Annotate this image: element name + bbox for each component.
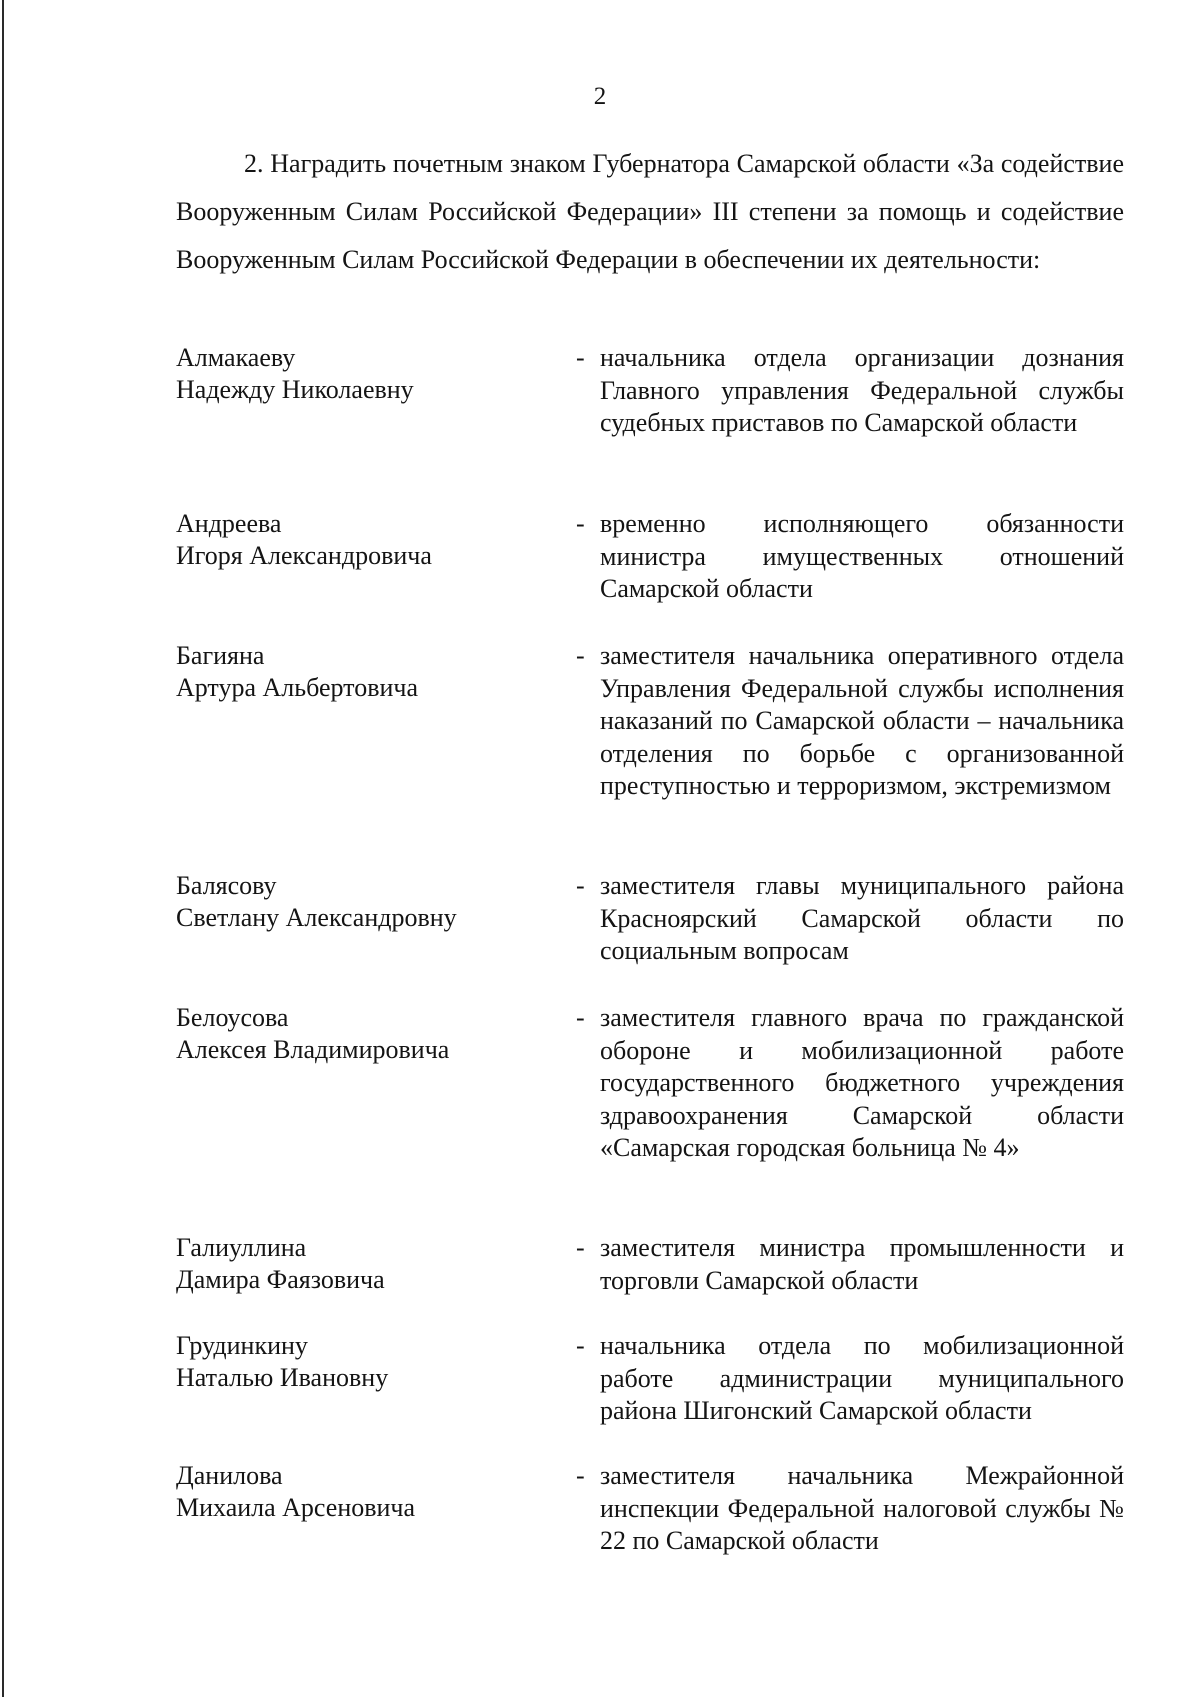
awardee-position: начальника отдела организации дознания Главного управления Федеральной службы судебных приставов по Самарской области bbox=[600, 343, 1124, 437]
awardee-name bbox=[176, 1330, 556, 1394]
awardee-name bbox=[176, 1460, 556, 1524]
awardee-position: заместителя начальника Межрайонной инспекции Федеральной налоговой службы № 22 по Самарской области bbox=[600, 1461, 1124, 1555]
awardee-surname: Алмакаеву bbox=[176, 343, 296, 372]
awardee-surname: Белоусова bbox=[176, 1003, 289, 1032]
awardee-surname: Балясову bbox=[176, 871, 277, 900]
awardee-name bbox=[176, 870, 556, 934]
awardee-position: начальника отдела по мобилизационной работе администрации муниципального района Шигонский Самарской области bbox=[600, 1331, 1124, 1425]
awardee-surname: Андреева bbox=[176, 509, 282, 538]
entry-dash: - bbox=[576, 1003, 585, 1032]
awardee-position: заместителя министра промышленности и торговли Самарской области bbox=[600, 1233, 1124, 1295]
intro-paragraph: 2. Наградить почетным знаком Губернатора Самарской области «За содействие Вооруженным Силам Российской Федерации» III степени за помощь и содействие Вооруженным Силам Российской Федерации в обеспечении их деятельности: bbox=[176, 149, 1124, 274]
page-number: 2 bbox=[593, 83, 607, 110]
entry-dash: - bbox=[576, 1331, 585, 1360]
awardee-name bbox=[176, 342, 556, 406]
awardee-position: заместителя главного врача по гражданской обороне и мобилизационной работе государственного бюджетного учреждения здравоохранения Самарской области «Самарская городская больница № 4» bbox=[600, 1003, 1124, 1162]
awardee-given-names: Надежду Николаевну bbox=[176, 375, 414, 404]
awardee-given-names: Наталью Ивановну bbox=[176, 1363, 389, 1392]
awardee-name bbox=[176, 1002, 556, 1066]
awardee-name bbox=[176, 640, 556, 704]
entry-dash: - bbox=[576, 1233, 585, 1262]
entry-dash: - bbox=[576, 509, 585, 538]
awardee-given-names: Дамира Фаязовича bbox=[176, 1265, 385, 1294]
entry-dash: - bbox=[576, 871, 585, 900]
awardee-surname: Данилова bbox=[176, 1461, 283, 1490]
entry-dash: - bbox=[576, 641, 585, 670]
awardee-position: заместителя начальника оперативного отдела Управления Федеральной службы исполнения наказаний по Самарской области – начальника отделения по борьбе с организованной преступностью и терроризмом, экстремизмом bbox=[600, 641, 1124, 800]
awardee-name bbox=[176, 508, 556, 572]
awardee-position: временно исполняющего обязанности министра имущественных отношений Самарской области bbox=[600, 509, 1124, 603]
scan-edge-line bbox=[2, 0, 4, 1697]
entry-dash: - bbox=[576, 343, 585, 372]
awardee-surname: Галиуллина bbox=[176, 1233, 307, 1262]
awardee-given-names: Алексея Владимировича bbox=[176, 1035, 450, 1064]
awardee-given-names: Игоря Александровича bbox=[176, 541, 432, 570]
awardee-given-names: Артура Альбертовича bbox=[176, 673, 419, 702]
awardee-position: заместителя главы муниципального района Красноярский Самарской области по социальным вопросам bbox=[600, 871, 1124, 965]
awardee-given-names: Михаила Арсеновича bbox=[176, 1493, 416, 1522]
entry-dash: - bbox=[576, 1461, 585, 1490]
awardee-name bbox=[176, 1232, 556, 1296]
awardee-surname: Грудинкину bbox=[176, 1331, 308, 1360]
awardee-given-names: Светлану Александровну bbox=[176, 903, 457, 932]
awardee-surname: Багияна bbox=[176, 641, 265, 670]
